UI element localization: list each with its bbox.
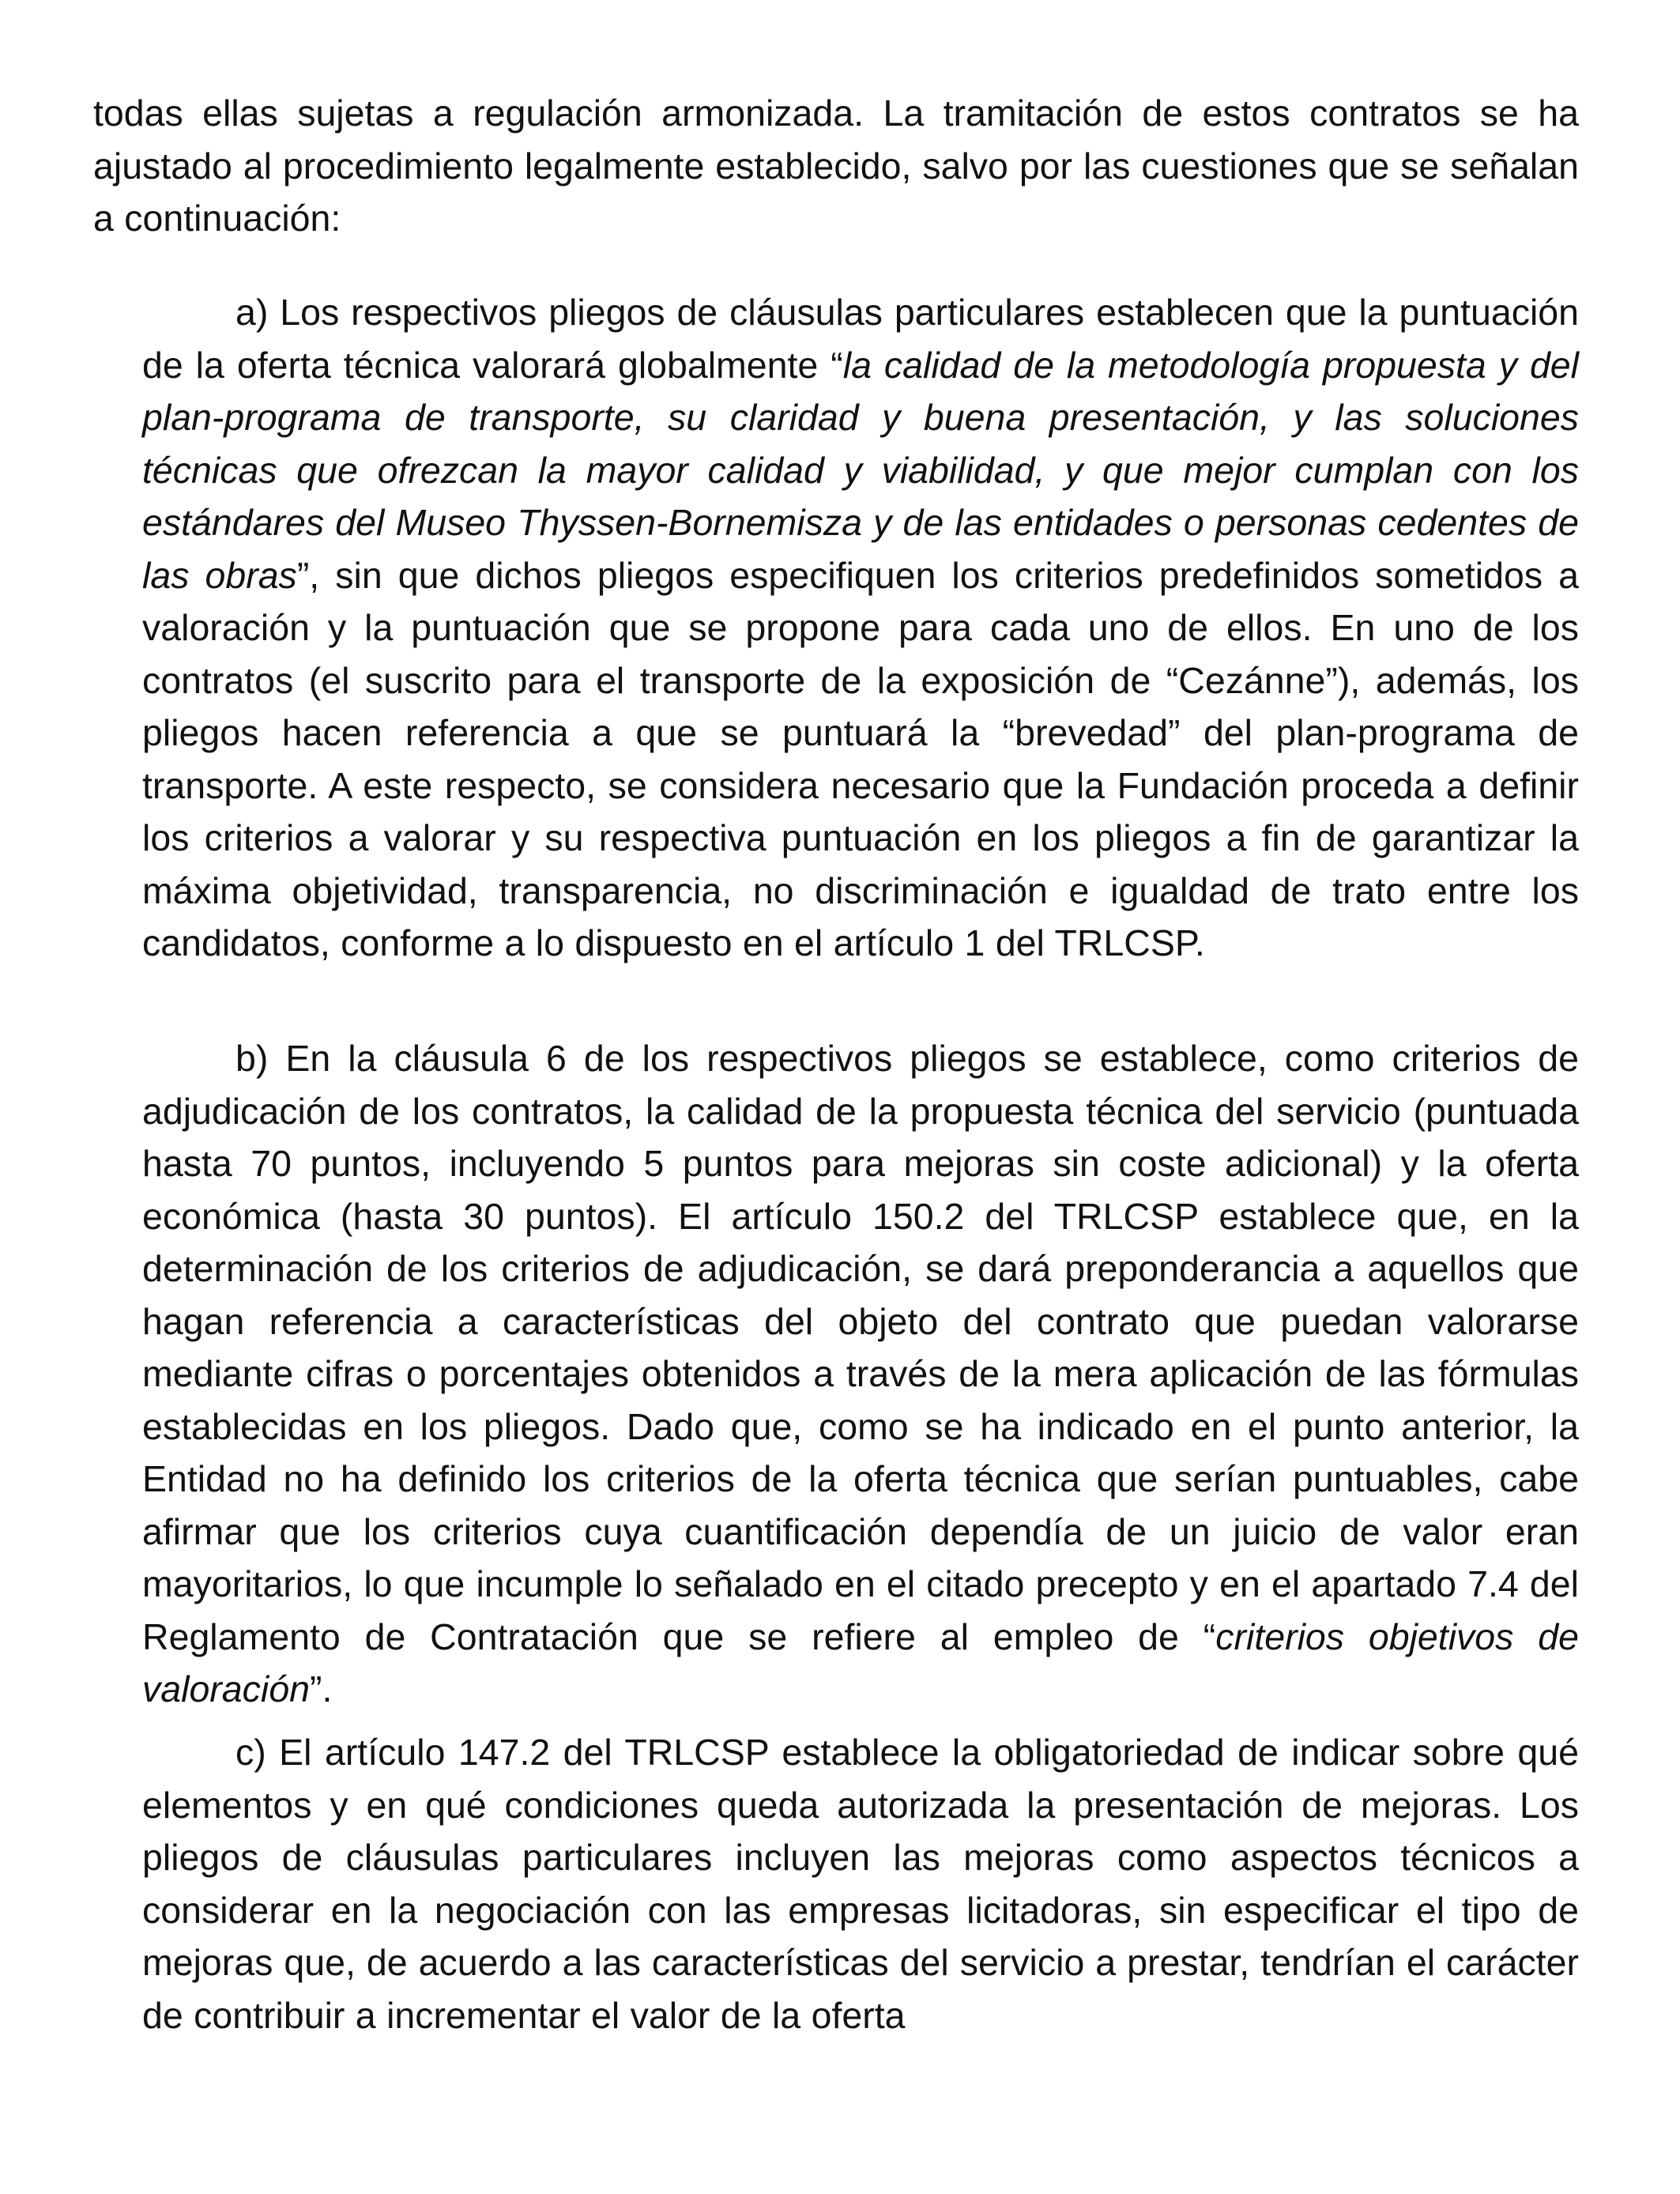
- item-c-paragraph: [142, 1726, 1579, 2041]
- item-b-paragraph: [142, 1032, 1579, 1716]
- item-a-paragraph: [142, 286, 1579, 970]
- item-a-text-start: a) Los respectivos pliegos de cláusulas particulares establecen que la puntuación de la oferta técnica valorará globalmente “: [142, 292, 1579, 386]
- item-b-quote: criterios objetivos de valoración: [142, 1615, 1579, 1710]
- intro-text: todas ellas sujetas a regulación armonizada. La tramitación de estos contratos se ha ajustado al procedimiento legalmente establecido, salvo por las cuestiones que se señalan a continuación:: [93, 92, 1579, 239]
- item-a-quote: la calidad de la metodología propuesta y del plan-programa de transporte, su claridad y buena presentación, y las soluciones técnicas que ofrezcan la mayor calidad y viabilidad, y que mejor cumplan con los estándares del Museo Thyssen-Bornemisza y de las entidades o personas cedentes de las obras: [142, 344, 1579, 596]
- item-b-text-end: ”.: [309, 1668, 333, 1710]
- item-c-text: c) El artículo 147.2 del TRLCSP establece la obligatoriedad de indicar sobre qué elementos y en qué condiciones queda autorizada la presentación de mejoras. Los pliegos de cláusulas particulares incluyen las mejoras como aspectos técnicos a considerar en la negociación con las empresas licitadoras, sin especificar el tipo de mejoras que, de acuerdo a las características del servicio a prestar, tendrían el carácter de contribuir a incrementar el valor de la oferta: [142, 1732, 1579, 2036]
- intro-paragraph: [93, 87, 1579, 245]
- item-b-text-start: b) En la cláusula 6 de los respectivos pliegos se establece, como criterios de adjudicación de los contratos, la calidad de la propuesta técnica del servicio (puntuada hasta 70 puntos, incluyendo 5 puntos para mejoras sin coste adicional) y la oferta económica (hasta 30 puntos). El artículo 150.2 del TRLCSP establece que, en la determinación de los criterios de adjudicación, se dará preponderancia a aquellos que hagan referencia a características del objeto del contrato que puedan valorarse mediante cifras o porcentajes obtenidos a través de la mera aplicación de las fórmulas establecidas en los pliegos. Dado que, como se ha indicado en el punto anterior, la Entidad no ha definido los criterios de la oferta técnica que serían puntuables, cabe afirmar que los criterios cuya cuantificación dependía de un juicio de valor eran mayoritarios, lo que incumple lo señalado en el citado precepto y en el apartado 7.4 del Reglamento de Contratación que se refiere al empleo de “: [142, 1038, 1579, 1657]
- item-a-text-end: ”, sin que dichos pliegos especifiquen los criterios predefinidos sometidos a valoración y la puntuación que se propone para cada uno de ellos. En uno de los contratos (el suscrito para el transporte de la exposición de “Cezánne”), además, los pliegos hacen referencia a que se puntuará la “brevedad” del plan-programa de transporte. A este respecto, se considera necesario que la Fundación proceda a definir los criterios a valorar y su respectiva puntuación en los pliegos a fin de garantizar la máxima objetividad, transparencia, no discriminación e igualdad de trato entre los candidatos, conforme a lo dispuesto en el artículo 1 del TRLCSP.: [142, 554, 1579, 963]
